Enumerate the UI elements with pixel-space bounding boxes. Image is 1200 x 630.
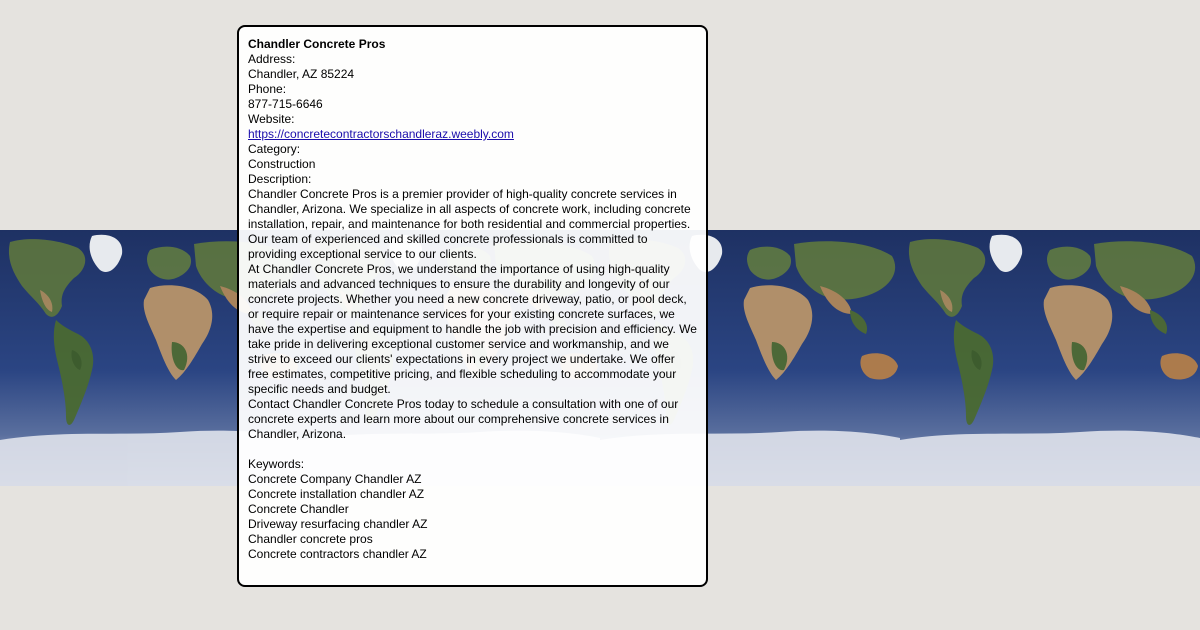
keyword-item: Driveway resurfacing chandler AZ [248, 517, 428, 531]
category-label: Category: [248, 142, 301, 156]
keywords-label: Keywords: [248, 457, 305, 471]
business-info-window [237, 25, 708, 587]
keyword-item: Chandler concrete pros [248, 532, 373, 546]
website-link[interactable]: https://concretecontractorschandleraz.weebly.com [248, 127, 514, 141]
description-paragraph: Chandler Concrete Pros is a premier provider of high-quality concrete services in Chandler, Arizona. We specialize in all aspects of concrete work, including concrete installation, repair, and maintenance for both residential and commercial properties. Our team of experienced and skilled concrete professionals is committed to providing exceptional service to our clients. [248, 187, 691, 261]
category-value: Construction [248, 157, 316, 171]
keyword-item: Concrete contractors chandler AZ [248, 547, 427, 561]
phone-value: 877-715-6646 [248, 97, 323, 111]
keyword-item: Concrete Company Chandler AZ [248, 472, 422, 486]
keyword-item: Concrete installation chandler AZ [248, 487, 425, 501]
address-value: Chandler, AZ 85224 [248, 67, 355, 81]
phone-label: Phone: [248, 82, 287, 96]
spacer [248, 442, 697, 457]
business-name: Chandler Concrete Pros [248, 37, 386, 51]
website-label: Website: [248, 112, 295, 126]
description-label: Description: [248, 172, 312, 186]
description-paragraph: At Chandler Concrete Pros, we understand the importance of using high-quality materials and advanced techniques to ensure the durability and longevity of our concrete projects. Whether you need a new concrete driveway, patio, or pool deck, or require repair or maintenance services for your existing concrete surfaces, we have the expertise and equipment to handle the job with precision and efficiency. We take pride in delivering exceptional customer service and workmanship, and we strive to exceed our clients' expectations in every project we undertake. We offer free estimates, competitive pricing, and flexible scheduling to accommodate your specific needs and budget. [248, 262, 697, 396]
description-paragraph: Contact Chandler Concrete Pros today to schedule a consultation with one of our concrete experts and learn more about our comprehensive concrete services in Chandler, Arizona. [248, 397, 679, 441]
keyword-item: Concrete Chandler [248, 502, 349, 516]
address-label: Address: [248, 52, 296, 66]
